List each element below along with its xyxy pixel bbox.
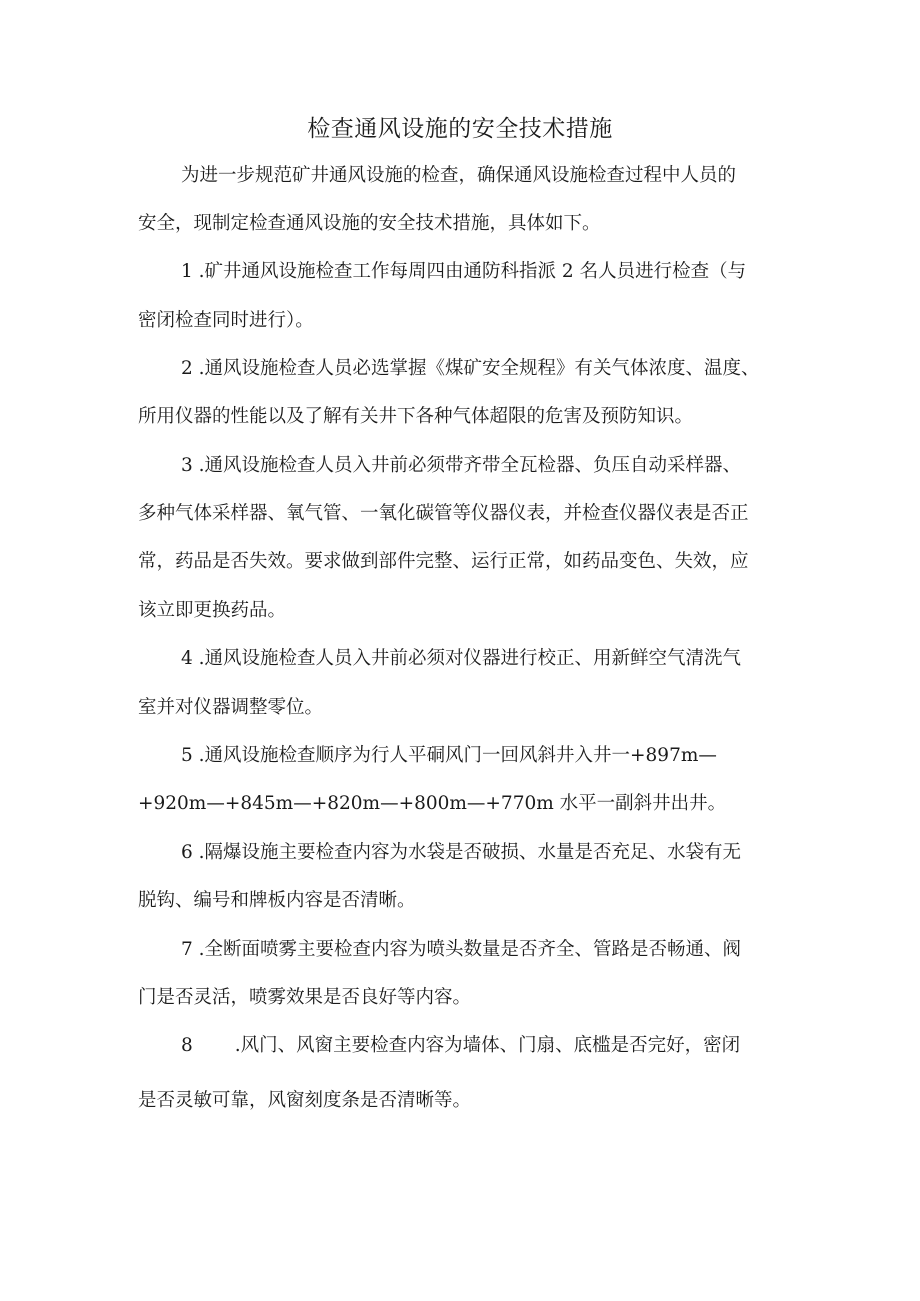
item-7-line-2: 门是否灵活，喷雾效果是否良好等内容。 [138, 987, 472, 1008]
item-4-line-2: 室并对仪器调整零位。 [138, 697, 324, 718]
item-4-line-1: 4 .通风设施检查人员入井前必须对仪器进行校正、用新鲜空气清洗气 [181, 648, 742, 669]
item-6-line-1: 6 .隔爆设施主要检查内容为水袋是否破损、水量是否充足、水袋有无 [181, 842, 742, 863]
item-3-line-2: 多种气体采样器、氧气管、一氧化碳管等仪器仪表，并检查仪器仪表是否正 [138, 503, 749, 524]
item-7-line-1: 7 .全断面喷雾主要检查内容为喷头数量是否齐全、管路是否畅通、阀 [181, 939, 742, 960]
item-8-line-2: 是否灵敏可靠，风窗刻度条是否清晰等。 [138, 1090, 472, 1111]
item-3-line-4: 该立即更换药品。 [138, 600, 287, 621]
item-3-line-1: 3 .通风设施检查人员入井前必须带齐带全瓦检器、负压自动采样器、 [181, 455, 742, 476]
item-2-line-2: 所用仪器的性能以及了解有关井下各种气体超限的危害及预防知识。 [138, 406, 694, 427]
intro-line-2: 安全，现制定检查通风设施的安全技术措施，具体如下。 [138, 213, 601, 234]
document-title: 检查通风设施的安全技术措施 [307, 116, 613, 142]
item-8-line-1 [181, 1033, 798, 1059]
item-5-line-1: 5 .通风设施检查顺序为行人平硐风门一回风斜井入井一+897m— [181, 745, 717, 766]
item-3-line-3: 常，药品是否失效。要求做到部件完整、运行正常，如药品变色、失效，应 [138, 551, 749, 572]
item-8-number: 8 [181, 1035, 193, 1056]
item-6-line-2: 脱钩、编号和牌板内容是否清晰。 [138, 890, 416, 911]
intro-line-1: 为进一步规范矿井通风设施的检查，确保通风设施检查过程中人员的 [181, 165, 737, 186]
item-8-text: .风门、风窗主要检查内容为墙体、门扇、底槛是否完好，密闭 [234, 1035, 741, 1056]
item-1-line-2: 密闭检查同时进行）。 [138, 310, 314, 331]
item-5-line-2: +920m—+845m—+820m—+800m—+770m 水平一副斜井出井。 [138, 793, 727, 814]
item-1-line-1: 1 .矿井通风设施检查工作每周四由通防科指派 2 名人员进行检查（与 [181, 261, 747, 282]
item-2-line-1: 2 .通风设施检查人员必选掌握《煤矿安全规程》有关气体浓度、温度、 [181, 358, 760, 379]
